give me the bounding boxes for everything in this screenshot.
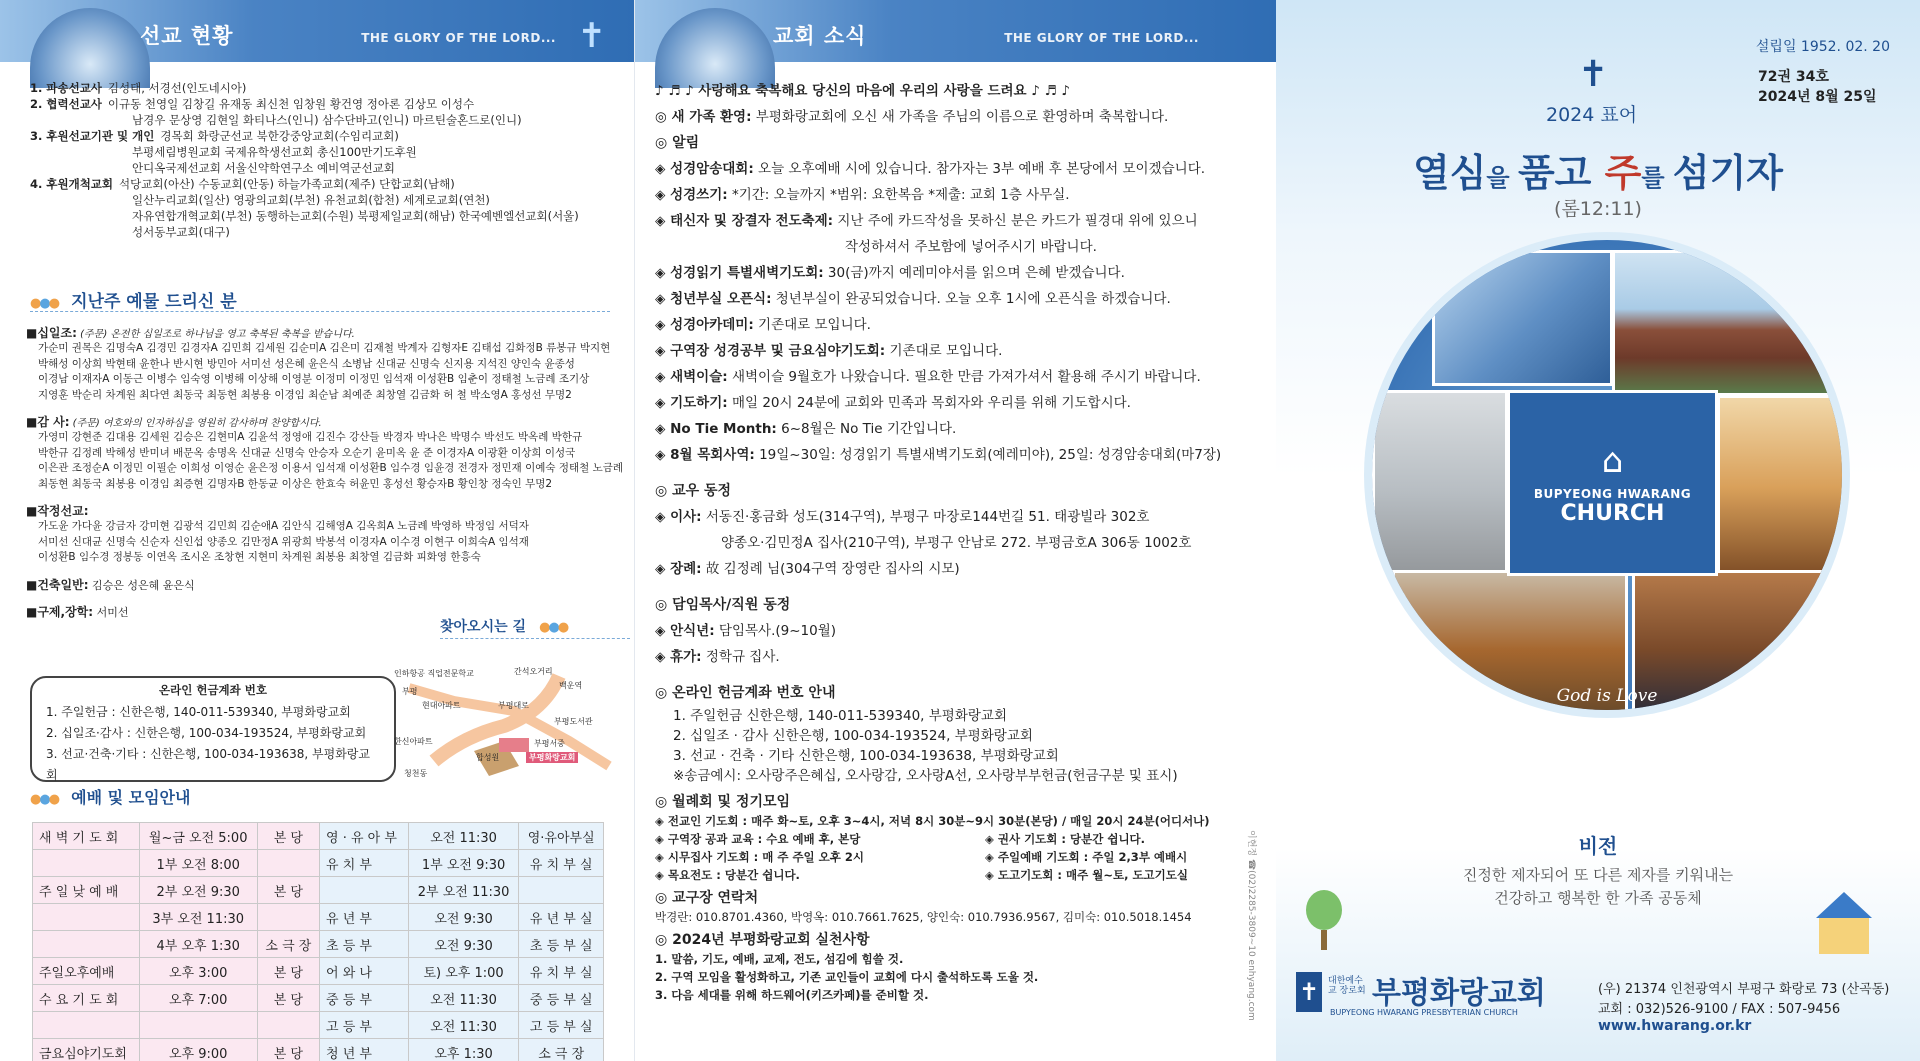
worship-cell: 소 극 장 — [257, 931, 319, 958]
worship-cell: 수 요 기 도 회 — [33, 985, 140, 1012]
meeting-right: ◈ 도고기도회 : 매주 월~토, 도고기도실 — [985, 868, 1188, 882]
worship-cell: 오후 1:30 — [408, 1039, 519, 1061]
meeting-right: ◈ 권사 기도회 : 당분간 쉽니다. — [985, 832, 1146, 846]
news-text: 3. 다음 세대를 위해 하드웨어(키즈카페)를 준비할 것. — [655, 988, 929, 1002]
news-text: ◎ 교우 동정 — [655, 483, 732, 499]
notice-continued — [655, 234, 1265, 260]
news-label: ◈ 구역장 성경공부 및 금요심야기도회: — [655, 343, 886, 359]
news-text: 작성하셔서 주보함에 넣어주시기 바랍니다. — [845, 239, 1097, 255]
worship-cell: 주일오후예배 — [33, 958, 140, 985]
mission-label: 3. 후원선교기관 및 개인 — [30, 129, 155, 143]
worship-cell: 4부 오후 1:30 — [139, 931, 257, 958]
map-label: 백운역 — [559, 681, 583, 690]
church-name-en1: BUPYEONG HWARANG — [1533, 486, 1692, 501]
worship-cell: 오전 9:30 — [408, 904, 519, 931]
news-label: ◈ 이사: — [655, 509, 702, 525]
meeting-left: ◈ 목요전도 : 당분간 쉽니다. — [655, 868, 800, 882]
members-item — [655, 530, 1265, 556]
welcome-song — [655, 78, 1265, 104]
spacer — [655, 582, 1265, 592]
worship-cell: 오전 11:30 — [408, 823, 519, 850]
worship-cell — [33, 1012, 140, 1039]
members-heading — [655, 478, 1265, 504]
cross-icon: ✝ — [1578, 54, 1609, 95]
news-text: ◎ 온라인 헌금계좌 번호 안내 — [655, 685, 836, 701]
worship-cell: 본 당 — [257, 985, 319, 1012]
mission-text: 자유연합개혁교회(부천) 동행하는교회(수원) 북평제일교회(해남) 한국예벤엘선교회(서울) — [132, 209, 579, 223]
printer-credit: 이현정 ☎(02)2285-3809~10 enhyang.com — [1246, 830, 1256, 1021]
news-label: ◈ 성경암송대회: — [655, 161, 754, 177]
news-label: ◎ 새 가족 환영: — [655, 109, 752, 125]
news-label: ◈ 성경아카데미: — [655, 317, 754, 333]
banner-ornament — [30, 8, 150, 88]
map-label: 부평화랑교회 — [526, 752, 578, 763]
worship-row — [33, 1039, 604, 1061]
meeting-right: ◈ 주일예배 기도회 : 주일 2,3부 예배시 — [985, 850, 1188, 864]
news-text: ◎ 2024년 부평화랑교회 실천사항 — [655, 932, 870, 948]
offering-names: 지영훈 박순리 차계원 최다연 최동국 최동현 최봉용 이경임 최순남 최예준 최창열 김금화 허 철 박소영A 홍성선 무명2 — [38, 388, 572, 401]
mission-row — [30, 112, 620, 128]
news-text: ♪ ♬ ♪ 사랑해요 축복해요 당신의 마음에 우리의 사랑을 드려요 ♪ ♬ ♪ — [655, 83, 1071, 99]
banner-subtitle: THE GLORY OF THE LORD... — [361, 31, 556, 45]
notice-item — [655, 390, 1265, 416]
worship-cell: 유 년 부 — [320, 904, 409, 931]
church-name: 부평화랑교회 — [1372, 976, 1546, 1011]
worship-cell: 영·유아부실 — [519, 823, 604, 850]
worship-cell: 금요심야기도회 — [33, 1039, 140, 1061]
church-phone: 교회 : 032)526-9100 / FAX : 507-9456 — [1598, 1002, 1841, 1017]
news-text: ◎ 교구장 연락처 — [655, 890, 759, 906]
news-text: 기존대로 모입니다. — [753, 317, 871, 333]
flower-photo — [1432, 250, 1613, 386]
news-text: 故 김정례 님(304구역 장영란 집사의 시모) — [701, 561, 960, 577]
meeting-row — [655, 812, 1265, 830]
news-label: ◈ 기도하기: — [655, 395, 728, 411]
news-panel — [634, 0, 1277, 1061]
worship-cell: 영 · 유 아 부 — [320, 823, 409, 850]
news-text: 6~8월은 No Tie 기간입니다. — [776, 421, 957, 437]
banner-title: 교회 소식 — [773, 24, 867, 48]
offering-names: 김승은 성은혜 윤은식 — [88, 578, 195, 592]
mission-text: 김성태, 서경선(인도네시아) — [107, 81, 247, 95]
notice-item — [655, 208, 1265, 234]
account-line: 2. 십일조·감사 : 신한은행, 100-034-193524, 부평화랑교회 — [46, 726, 367, 740]
news-label: ◈ 휴가: — [655, 649, 702, 665]
news-label: ◈ 장례: — [655, 561, 702, 577]
news-text: ◎ 월례회 및 정기모임 — [655, 794, 791, 810]
offering-names: 이성환B 임수경 정봉동 이연옥 조시온 조창현 지현미 차계원 최봉용 최창열 김금화 피화영 한흥숙 — [38, 551, 481, 563]
offering-names: 서미선 — [93, 605, 129, 619]
worship-cell — [139, 1012, 257, 1039]
account-item — [655, 766, 1265, 786]
offering-heading: ●●● 지난주 예물 드리신 분 — [30, 287, 610, 312]
notice-item — [655, 364, 1265, 390]
offering-label: ■감 사: — [26, 415, 70, 429]
church-website[interactable]: www.hwarang.or.kr — [1598, 1018, 1752, 1034]
worship-cell: 소 극 장 — [519, 1039, 604, 1061]
map-label: 간석오거리 — [514, 667, 553, 676]
news-text: 19일~30일: 성경읽기 특별새벽기도회(예레미야), 25일: 성경암송대회(마7장) — [754, 447, 1222, 463]
offering-names: 가순미 권목은 김명숙A 김경민 김경자A 김민희 김세원 김순미A 김은미 김재철 박계자 김형자E 김태섭 김화정B 류봉규 박지현 — [38, 342, 611, 354]
motto-verse: (롬12:11) — [1554, 198, 1642, 220]
account-item — [655, 726, 1265, 746]
worship-cell: 토) 오후 1:00 — [408, 958, 519, 985]
mission-row — [30, 128, 620, 144]
missions-banner — [0, 0, 634, 62]
contacts-text — [655, 908, 1265, 926]
worship-table — [32, 822, 604, 1061]
missions-list — [30, 80, 620, 240]
offering-label: ■건축일반: — [26, 577, 89, 592]
worship-cell: 주 일 낮 예 배 — [33, 877, 140, 904]
meeting-row — [655, 866, 1265, 884]
news-banner — [635, 0, 1277, 62]
meetings-heading — [655, 792, 1265, 812]
map-label: 부평서중 — [534, 739, 565, 748]
account-line: 3. 선교·건축·기타 : 신한은행, 100-034-193638, 부평화랑교회 — [46, 747, 370, 782]
church-house-icon: ⌂ — [1601, 440, 1624, 481]
news-text: 부평화랑교회에 오신 새 가족을 주님의 이름으로 환영하며 축복합니다. — [751, 109, 1169, 125]
motto-part: 열심 — [1412, 151, 1487, 195]
mission-row — [30, 144, 620, 160]
banner-ornament — [655, 8, 775, 88]
members-item — [655, 556, 1265, 582]
map-label: 한신아파트 — [394, 737, 433, 746]
cross-photo — [1717, 395, 1842, 581]
worship-cell: 유 치 부 실 — [519, 958, 604, 985]
offering-names: 가영미 강현준 김대용 김세원 김승은 김현미A 김윤석 정영애 김진수 강산들 박경자 박나은 박명수 박선도 박옥례 박한규 — [38, 431, 583, 443]
map-label: 부평도서관 — [554, 717, 593, 726]
offering-note: (주문) 여호와의 인자하심을 영원히 감사하며 찬양합시다. — [69, 418, 322, 429]
worship-cell: 유 치 부 — [320, 850, 409, 877]
mission-row — [30, 160, 620, 176]
child-praying-photo — [1372, 390, 1508, 596]
news-label: ◈ No Tie Month: — [655, 421, 777, 437]
year-motto-label: 2024 표어 — [1546, 104, 1638, 126]
worship-cell: 1부 오전 8:00 — [139, 850, 257, 877]
news-text: 2. 십일조 · 감사 신한은행, 100-034-193524, 부평화랑교회 — [673, 728, 1033, 744]
worship-cell: 중 등 부 실 — [519, 985, 604, 1012]
mission-row — [30, 208, 620, 224]
motto-title — [1276, 142, 1920, 197]
staff-item — [655, 644, 1265, 670]
worship-cell: 오후 9:00 — [139, 1039, 257, 1061]
news-label: ◈ 청년부실 오픈식: — [655, 291, 772, 307]
news-text: *기간: 오늘까지 *범위: 요한복음 *제출: 교회 1층 사무실. — [727, 187, 1070, 203]
offering-names: 가도윤 가다윤 강금자 강미현 김광석 김민희 김순애A 김안식 김해영A 김옥희A 노금례 박영하 박정임 서덕자 — [38, 520, 529, 532]
banner-title: 선교 현황 — [140, 24, 234, 48]
worship-cell: 오후 3:00 — [139, 958, 257, 985]
banner-subtitle: THE GLORY OF THE LORD... — [1004, 31, 1199, 45]
church-name-english: BUPYEONG HWARANG PRESBYTERIAN CHURCH — [1330, 1008, 1518, 1017]
meeting-left: ◈ 전교인 기도회 : 매주 화~토, 오후 3~4시, 저녁 8시 30분~9시 30분(본당) / 매일 20시 24분(어디서나) — [655, 814, 1210, 828]
vision-line: 진정한 제자되어 또 다른 제자를 키워내는 — [1462, 866, 1734, 884]
worship-cell — [320, 877, 409, 904]
news-text: 2. 구역 모임을 활성화하고, 기존 교인들이 교회에 다시 출석하도록 도울 것. — [655, 970, 1039, 984]
practice-item — [655, 986, 1265, 1004]
spacer — [655, 670, 1265, 680]
issue-date: 2024년 8월 25일 — [1758, 89, 1877, 105]
account-line: 1. 주일헌금 : 신한은행, 140-011-539340, 부평화랑교회 — [46, 705, 351, 719]
news-label: ◈ 8월 목회사역: — [655, 447, 755, 463]
offering-note: (주문) 온전한 십일조로 하나님을 영고 축복된 축복을 받습니다. — [76, 329, 355, 340]
worship-cell: 고 등 부 — [320, 1012, 409, 1039]
offering-label: ■구제,장학: — [26, 604, 94, 619]
worship-row — [33, 1012, 604, 1039]
news-label: ◈ 태신자 및 장결자 전도축제: — [655, 213, 834, 229]
worship-cell: 청 년 부 — [320, 1039, 409, 1061]
offering-names: 이경남 이재자A 이동근 이병수 임숙영 이병해 이상해 이영분 이정미 이정민 임석재 이성환B 임춘이 정태철 노금례 조기상 — [38, 373, 590, 385]
dots-icon: ●●● — [539, 620, 568, 635]
news-text: 지난 주에 카드작성을 못하신 분은 카드가 필경대 위에 있으니 — [833, 213, 1198, 229]
motto-part: 품고 — [1517, 151, 1605, 195]
mission-row — [30, 80, 620, 96]
photo-collage — [1372, 240, 1842, 710]
staff-heading — [655, 592, 1265, 618]
news-text: 1. 말씀, 기도, 예배, 교제, 전도, 섬김에 힘쓸 것. — [655, 952, 904, 966]
news-label: ◈ 안식년: — [655, 623, 715, 639]
notice-item — [655, 442, 1265, 468]
motto-part: 섬기자 — [1672, 151, 1783, 195]
worship-cell: 고 등 부 실 — [519, 1012, 604, 1039]
news-text: 청년부실이 완공되었습니다. 오늘 오후 1시에 오픈식을 하겠습니다. — [771, 291, 1171, 307]
news-body — [655, 78, 1265, 1004]
members-item — [655, 504, 1265, 530]
motto-part: 를 — [1641, 164, 1673, 192]
worship-cell — [519, 877, 604, 904]
meeting-left: ◈ 시무집사 기도회 : 매 주 주일 오후 2시 — [655, 850, 864, 864]
news-text: 정학규 집사. — [701, 649, 780, 665]
mission-text: 석당교회(아산) 수동교회(안동) 하늘가족교회(제주) 단합교회(남해) — [119, 177, 455, 191]
worship-cell: 오전 11:30 — [408, 1012, 519, 1039]
worship-cell: 월~금 오전 5:00 — [139, 823, 257, 850]
worship-cell: 1부 오전 9:30 — [408, 850, 519, 877]
denomination: 대한예수교 장로회 — [1328, 976, 1366, 996]
news-text: ※송금예시: 오사랑주은혜십, 오사랑감, 오사랑A선, 오사랑부부헌금(헌금구분 및 표시) — [673, 768, 1178, 784]
offering-label: ■십일조: — [26, 326, 77, 340]
directions-heading: 찾아오시는 길 ●●● — [440, 616, 630, 639]
news-text: 기존대로 모입니다. — [885, 343, 1003, 359]
mission-text: 부평세림병원교회 국제유학생선교회 총신100만기도후원 — [132, 145, 417, 159]
worship-cell: 유 년 부 실 — [519, 904, 604, 931]
vision-line: 건강하고 행복한 한 가족 공동체 — [1494, 889, 1702, 907]
mission-row — [30, 192, 620, 208]
offering-group — [26, 574, 626, 593]
dots-icon: ●●● — [30, 792, 59, 807]
notice-item — [655, 416, 1265, 442]
account-box-title: 온라인 헌금계좌 번호 — [159, 683, 267, 697]
offering-names: 이은관 조정순A 이정민 이필순 이희성 이영순 윤은정 이용서 임석재 이성환B 임수경 임윤경 전경자 정민재 이예숙 정태철 노금례 — [38, 462, 624, 474]
worship-row — [33, 877, 604, 904]
map-label: 부평 — [402, 687, 418, 696]
practice-item — [655, 968, 1265, 986]
map-label: 인하항공 직업전문학교 — [394, 669, 474, 678]
motto-part: 주 — [1604, 151, 1642, 195]
map-label: 청천동 — [404, 769, 428, 778]
news-text: 3. 선교 · 건축 · 기타 신한은행, 100-034-193638, 부평화랑교회 — [673, 748, 1059, 764]
motto-part: 을 — [1486, 164, 1518, 192]
mission-text: 성서동부교회(대구) — [132, 225, 230, 239]
church-logo-icon: ✝ — [1296, 972, 1322, 1012]
christ-statue-icon: ✝ — [577, 16, 606, 56]
notice-item — [655, 286, 1265, 312]
god-is-love-text: God is Love — [1556, 686, 1658, 706]
worship-row — [33, 958, 604, 985]
founded-date: 설립일 1952. 02. 20 — [1755, 39, 1890, 55]
offering-names: 박해성 이상희 박현태 윤한나 반시현 방민아 서미선 성은혜 윤은식 소병남 신대균 신명숙 신지용 지석진 양인숙 윤종성 — [38, 357, 575, 370]
worship-cell — [257, 1012, 319, 1039]
worship-cell — [257, 850, 319, 877]
offering-head — [26, 574, 626, 593]
offering-group — [26, 411, 626, 492]
staff-item — [655, 618, 1265, 644]
mission-label: 1. 파송선교사 — [30, 81, 102, 95]
map-label: 부평대로 — [498, 701, 529, 710]
contacts-heading — [655, 888, 1265, 908]
house-illustration — [1816, 892, 1886, 962]
worship-cell: 중 등 부 — [320, 985, 409, 1012]
map-label: 합성원 — [476, 753, 500, 762]
mission-row — [30, 176, 620, 192]
worship-cell: 초 등 부 실 — [519, 931, 604, 958]
mission-text: 안디옥국제선교회 서울신약학연구소 예비역군선교회 — [132, 161, 395, 175]
mission-text: 일산누리교회(일산) 영광의교회(부천) 유천교회(합천) 세계로교회(연천) — [132, 193, 490, 207]
news-text: 박경란: 010.8701.4360, 박영옥: 010.7661.7625, 양인숙: 010.7936.9567, 김미숙: 010.5018.1454 — [655, 910, 1192, 924]
tree-illustration — [1306, 890, 1346, 950]
news-text: 오늘 오후예배 시에 있습니다. 참가자는 3부 예배 후 본당에서 모이겠습니다. — [753, 161, 1206, 177]
accounts-heading — [655, 680, 1265, 706]
notice-item — [655, 260, 1265, 286]
worship-cell: 오전 9:30 — [408, 931, 519, 958]
news-text: 양종오·김민정A 집사(210구역), 부평구 안남로 272. 부평금호A 306동 1002호 — [721, 535, 1192, 551]
practice-heading — [655, 930, 1265, 950]
mission-row — [30, 96, 620, 112]
worship-row — [33, 823, 604, 850]
news-text: 담임목사.(9~10월) — [714, 623, 837, 639]
news-text: 새벽이슬 9월호가 나왔습니다. 필요한 만큼 가져가셔서 활용해 주시기 바랍니다. — [727, 369, 1201, 385]
mission-text: 경목회 화랑군선교 북한강중앙교회(수임리교회) — [160, 129, 399, 143]
meeting-row — [655, 830, 1265, 848]
worship-cell: 초 등 부 — [320, 931, 409, 958]
offering-list — [26, 322, 626, 628]
vision-title: 비전 — [1578, 834, 1618, 858]
church-address: (우) 21374 인천광역시 부평구 화랑로 73 (산곡동) — [1598, 982, 1890, 997]
offering-names: 서미선 신대균 신명숙 신순자 신인섭 양종오 김만정A 위광희 박봉석 이경자A 이수경 이현구 이희숙A 임석재 — [38, 535, 529, 548]
worship-cell: 본 당 — [257, 823, 319, 850]
news-text: 30(금)까지 예레미야서를 읽으며 은혜 받겠습니다. — [823, 265, 1125, 281]
worship-cell: 오후 7:00 — [139, 985, 257, 1012]
worship-cell: 2부 오전 11:30 — [408, 877, 519, 904]
meeting-left: ◈ 구역장 공과 교육 : 수요 예배 후, 본당 — [655, 832, 861, 846]
worship-cell — [257, 904, 319, 931]
worship-cell: 어 와 나 — [320, 958, 409, 985]
notice-item — [655, 156, 1265, 182]
offering-group — [26, 500, 626, 566]
worship-cell: 오전 11:30 — [408, 985, 519, 1012]
volume-number: 72권 34호 — [1758, 69, 1829, 85]
mission-text: 남경우 문상영 김현일 화티나스(인니) 삼수단바고(인니) 마르틴술혼드로(인니) — [132, 113, 522, 127]
worship-row — [33, 850, 604, 877]
mission-label: 2. 협력선교사 — [30, 97, 102, 111]
worship-row — [33, 985, 604, 1012]
news-text: ◎ 알림 — [655, 135, 700, 151]
offering-head — [26, 411, 626, 430]
account-item — [655, 706, 1265, 726]
church-center-badge — [1507, 390, 1718, 576]
news-text: ◎ 담임목사/직원 동정 — [655, 597, 791, 613]
notice-heading — [655, 130, 1265, 156]
worship-cell: 본 당 — [257, 958, 319, 985]
mission-label: 4. 후원개척교회 — [30, 177, 114, 191]
offering-names: 박한규 김정례 박해성 반미녀 배문옥 송명옥 신대균 신명숙 안승자 오순기 윤미옥 윤 준 이경자A 이광환 이상희 이성국 — [38, 446, 576, 459]
meeting-row — [655, 848, 1265, 866]
offering-group — [26, 322, 626, 403]
practice-item — [655, 950, 1265, 968]
worship-heading: ●●● 예배 및 모임안내 — [30, 788, 191, 807]
notice-item — [655, 338, 1265, 364]
account-item — [655, 746, 1265, 766]
offering-label: ■작정선교: — [26, 504, 89, 518]
news-text: 1. 주일헌금 신한은행, 140-011-539340, 부평화랑교회 — [673, 708, 1008, 724]
worship-row — [33, 904, 604, 931]
welcome-row — [655, 104, 1265, 130]
map-label: 현대아파트 — [422, 701, 461, 710]
worship-cell: 유 치 부 실 — [519, 850, 604, 877]
dots-icon: ●●● — [30, 296, 59, 311]
worship-cell: 본 당 — [257, 877, 319, 904]
spacer — [655, 468, 1265, 478]
offering-head — [26, 500, 626, 519]
worship-cell: 2부 오전 9:30 — [139, 877, 257, 904]
news-label: ◈ 새벽이슬: — [655, 369, 728, 385]
worship-cell: 새 벽 기 도 회 — [33, 823, 140, 850]
news-text: 매일 20시 24분에 교회와 민족과 목회자와 우리를 위해 기도합시다. — [727, 395, 1131, 411]
worship-cell — [33, 931, 140, 958]
mission-row — [30, 224, 620, 240]
worship-cell: 3부 오전 11:30 — [139, 904, 257, 931]
notice-item — [655, 182, 1265, 208]
church-name-en2: CHURCH — [1560, 500, 1665, 526]
missions-panel — [0, 0, 634, 1061]
news-text: 서동진·홍금화 성도(314구역), 부평구 마장로144번길 51. 태광빌라 302호 — [701, 509, 1150, 525]
offering-head — [26, 322, 626, 341]
news-label: ◈ 성경쓰기: — [655, 187, 728, 203]
church-building-photo — [1612, 250, 1842, 396]
worship-cell — [33, 850, 140, 877]
mission-text: 이규동 천영일 김창길 유재동 최신천 임창원 황건영 정아론 김상모 이성수 — [107, 97, 475, 111]
worship-cell — [33, 904, 140, 931]
worship-cell: 본 당 — [257, 1039, 319, 1061]
notice-item — [655, 312, 1265, 338]
worship-row — [33, 931, 604, 958]
offering-names: 최동현 최동국 최봉용 이경임 최증현 김명자B 한동균 이상은 한효숙 허윤민 홍성선 황승자B 황인창 정숙인 무명2 — [38, 477, 553, 490]
church-map — [394, 656, 628, 786]
news-label: ◈ 성경읽기 특별새벽기도회: — [655, 265, 824, 281]
account-box — [30, 676, 396, 782]
